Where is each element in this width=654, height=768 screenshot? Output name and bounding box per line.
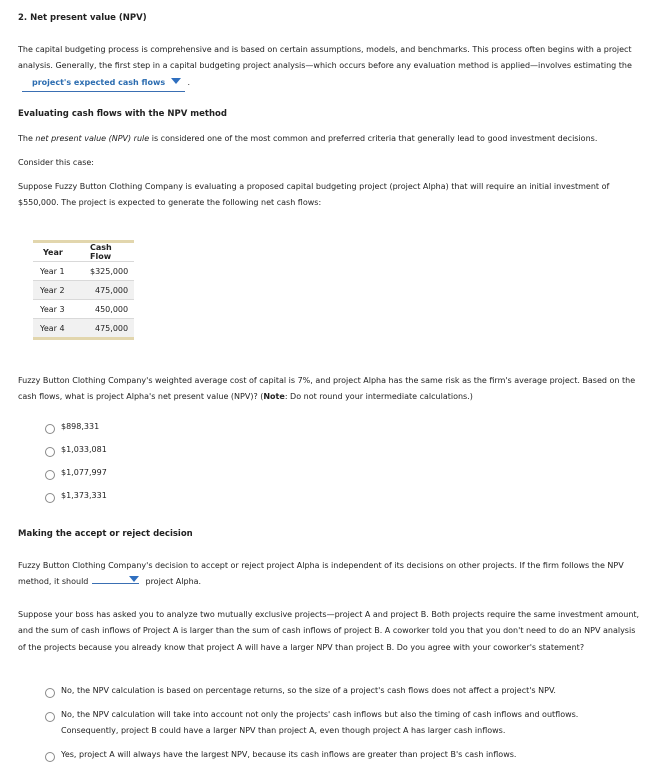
option-label: $1,033,081 xyxy=(61,445,107,454)
option-label: No, the NPV calculation will take into account not only the projects' cash inflows but also the timing of cash inflows and outflows. Consequently, project B could have a larger NPV than project A, even though project A has larger cash inflows. xyxy=(61,710,579,736)
npv-option-4[interactable] xyxy=(45,492,107,504)
radio-button[interactable] xyxy=(45,493,55,503)
npv-option-3[interactable] xyxy=(45,469,107,481)
table-row xyxy=(33,319,134,339)
npv-question-text: Fuzzy Button Clothing Company's weighted average cost of capital is 7%, and project Alpha has the same risk as the firm's average project. Based on the cash flows, what is project Alpha's net present value (NPV)? ( xyxy=(18,376,636,402)
section-heading-npv-method: Evaluating cash flows with the NPV method xyxy=(18,109,227,119)
table-row xyxy=(33,262,134,281)
option-label: $1,373,331 xyxy=(61,491,107,500)
coworker-option-2[interactable] xyxy=(45,711,635,740)
radio-button[interactable] xyxy=(45,712,55,722)
table-header-cash-flow: Cash Flow xyxy=(90,243,112,261)
cash-flow-cell: 475,000 xyxy=(90,281,134,300)
radio-button[interactable] xyxy=(45,752,55,762)
cash-flow-table-wrapper xyxy=(33,240,134,340)
npv-rule-pre: The xyxy=(18,134,36,143)
chevron-down-icon xyxy=(129,576,139,582)
option-label: $898,331 xyxy=(61,422,100,431)
option-label: No, the NPV calculation is based on percentage returns, so the size of a project's cash flows does not affect a project's NPV. xyxy=(61,686,556,695)
year-cell: Year 4 xyxy=(33,319,90,339)
consider-text: Consider this case: xyxy=(18,158,94,167)
cash-flow-cell: 475,000 xyxy=(90,319,134,339)
option-label: $1,077,997 xyxy=(61,468,107,477)
npv-rule-italic: net present value (NPV) rule xyxy=(35,134,150,143)
year-cell: Year 3 xyxy=(33,300,90,319)
radio-button[interactable] xyxy=(45,424,55,434)
radio-button[interactable] xyxy=(45,688,55,698)
cash-flow-cell: $325,000 xyxy=(90,262,134,281)
cash-flows-dropdown[interactable] xyxy=(22,75,185,92)
radio-button[interactable] xyxy=(45,447,55,457)
coworker-option-3[interactable] xyxy=(45,751,635,763)
table-row xyxy=(33,281,134,300)
npv-rule-post: is considered one of the most common and preferred criteria that generally lead to good investment decisions. xyxy=(149,134,598,143)
decision-text-after: project Alpha. xyxy=(145,577,202,587)
npv-option-1[interactable] xyxy=(45,423,99,435)
coworker-question: Suppose your boss has asked you to analyze two mutually exclusive projects—project A and project B. Both projects require the same investment amount, and the sum of cash inflows of Project A is larger than the sum of cash inflows of project B. A coworker told you that you don't need to do an NPV analysis of the projects because you already know that project A will have a larger NPV than project B. Do you agree with your coworker's statement? xyxy=(18,610,640,652)
note-text: : Do not round your intermediate calculations.) xyxy=(284,392,473,402)
note-label: Note xyxy=(263,392,285,402)
npv-question xyxy=(18,373,640,406)
npv-rule-text xyxy=(18,131,640,147)
intro-text: The capital budgeting process is comprehensive and is based on certain assumptions, models, and benchmarks. This process often begins with a project analysis. Generally, the first step in a capital budgeting project analysis—which occurs before any evaluation method is applied—involves estimating the xyxy=(18,45,632,71)
case-text: Suppose Fuzzy Button Clothing Company is evaluating a proposed capital budgeting project (project Alpha) that will require an initial investment of $550,000. The project is expected to generate the following net cash flows: xyxy=(18,182,610,208)
npv-option-2[interactable] xyxy=(45,446,107,458)
decision-text: Fuzzy Button Clothing Company's decision to accept or reject project Alpha is independent of its decisions on other projects. If the firm follows the NPV method, it should xyxy=(18,561,624,587)
cash-flows-dropdown-value: project's expected cash flows xyxy=(32,77,166,87)
table-row xyxy=(33,300,134,319)
year-cell: Year 1 xyxy=(33,262,90,281)
intro-period: . xyxy=(187,77,191,87)
cash-flow-cell: 450,000 xyxy=(90,300,134,319)
section-heading-accept-reject: Making the accept or reject decision xyxy=(18,529,193,539)
intro-paragraph xyxy=(18,42,640,92)
coworker-option-1[interactable] xyxy=(45,687,635,699)
year-cell: Year 2 xyxy=(33,281,90,300)
chevron-down-icon xyxy=(171,78,181,84)
radio-button[interactable] xyxy=(45,470,55,480)
page-title: 2. Net present value (NPV) xyxy=(18,13,147,23)
table-header-year: Year xyxy=(43,247,63,257)
decision-paragraph xyxy=(18,558,640,591)
cash-flow-table xyxy=(33,240,134,340)
option-label: Yes, project A will always have the largest NPV, because its cash inflows are greater than project B's cash inflows. xyxy=(61,750,517,759)
accept-reject-dropdown[interactable] xyxy=(92,574,139,584)
